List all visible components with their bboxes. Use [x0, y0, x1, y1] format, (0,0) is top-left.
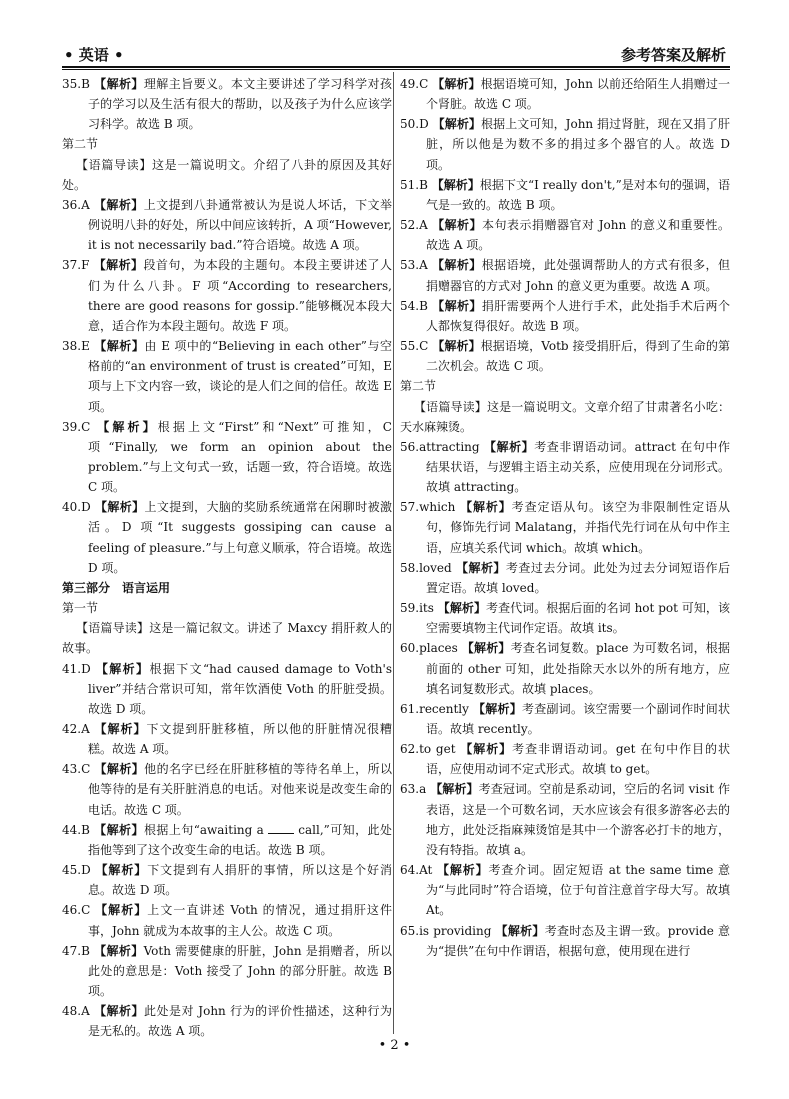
answer-item: [400, 296, 730, 336]
answer-item: [400, 175, 730, 215]
answer-item: [62, 417, 392, 498]
answer-number: 60.places: [400, 641, 458, 656]
answer-number: 41.D: [62, 661, 91, 676]
answer-item: [400, 558, 730, 598]
analysis-tag: 【解析】: [93, 258, 144, 273]
answer-text: 考查非谓语动词。attract 在句中作结果状语，与逻辑主语主动关系，应使用现在分词形式。故填 attracting。: [426, 439, 730, 495]
analysis-tag: 【解析】: [97, 419, 158, 434]
answer-number: 36.A: [62, 197, 90, 212]
section-heading: 第一节: [62, 601, 99, 616]
answer-text: 根据上文可知，John 捐过肾脏，现在又捐了肝脏，所以他是为数不多的捐过多个器官的人。故选 D 项。: [426, 117, 730, 172]
answer-item: [400, 860, 730, 920]
analysis-tag: 【解析】: [94, 500, 145, 515]
analysis-tag: 【解析】: [495, 923, 545, 938]
left-column: [62, 74, 392, 1042]
answer-number: 58.loved: [400, 560, 452, 575]
answer-number: 37.F: [62, 258, 90, 273]
answer-number: 59.its: [400, 601, 434, 616]
answer-number: 53.A: [400, 258, 428, 273]
analysis-tag: 【解析】: [432, 258, 482, 273]
answer-text: 上文一直讲述 Voth 的情况，通过捐肝这件事，John 就成为本故事的主人公。故选 C 项。: [88, 903, 392, 938]
answer-number: 62.to get: [400, 742, 456, 757]
analysis-tag: 【解析】: [437, 863, 489, 878]
analysis-tag: 【解析】: [460, 500, 512, 515]
answer-item: [62, 497, 392, 578]
answer-item: [400, 114, 730, 174]
answer-number: 57.which: [400, 500, 456, 515]
answer-number: 50.D: [400, 117, 429, 132]
analysis-tag: 【解析】: [95, 661, 150, 676]
answer-item: [400, 779, 730, 860]
answer-number: 40.D: [62, 500, 91, 515]
answer-number: 51.B: [400, 177, 428, 192]
header-rule-thin: [62, 69, 730, 70]
answer-number: 65.is providing: [400, 923, 492, 938]
answer-item: [62, 255, 392, 336]
answer-number: 54.B: [400, 298, 428, 313]
answer-text: 考查名词复数。place 为可数名词，根据前面的 other 可知，此处指除天水以外的所有地方，应填名词复数形式。故填 places。: [426, 641, 730, 696]
page-number: • 2 •: [378, 1038, 411, 1053]
passage-guide: 【语篇导读】这是一篇说明文。文章介绍了甘肃著名小吃：天水麻辣烫。: [400, 399, 730, 434]
section-heading: 第二节: [62, 137, 99, 152]
answer-text: 考查时态及主谓一致。provide 意为“提供”在句中作谓语，根据句意，使用现在进行: [426, 923, 730, 958]
passage-guide: 【语篇导读】这是一篇记叙文。讲述了 Maxcy 捐肝救人的故事。: [62, 621, 392, 656]
analysis-tag: 【解析】: [432, 218, 483, 233]
analysis-tag: 【解析】: [94, 943, 144, 958]
answer-text: 根据下文“had caused damage to Voth's liver”并结合常识可知，常年饮酒使 Voth 的肝脏受损。故选 D 项。: [88, 661, 392, 716]
answer-item: [400, 739, 730, 779]
analysis-tag: 【解析】: [432, 298, 482, 313]
answer-text: Voth 需要健康的肝脏，John 是捐赠者，所以此处的意思是：Voth 接受了 John 的部分肝脏。故选 B 项。: [88, 943, 392, 999]
answer-text: 考查冠词。空前是系动词，空后的名词 visit 作表语，这是一个可数名词，天水应该会有很多游客必去的地方，此处泛指麻辣烫馆是其中一个游客必打卡的地方，没有特指。故填 a。: [426, 782, 730, 857]
section-title: 参考答案及解析: [620, 46, 726, 64]
analysis-tag: 【解析】: [430, 782, 479, 797]
answer-number: 47.B: [62, 943, 90, 958]
answer-number: 61.recently: [400, 701, 469, 716]
analysis-tag: 【解析】: [94, 339, 145, 354]
analysis-tag: 【解析】: [95, 863, 148, 878]
answer-text: 根据下文“I really don't,”是对本句的强调，语气是一致的。故选 B 项。: [426, 177, 730, 212]
answer-text: 他的名字已经在肝脏移植的等待名单上，所以他等待的是有关肝脏消息的电话。对他来说是改变生命的电话。故选 C 项。: [88, 762, 392, 817]
answer-text: 考查定语从句。该空为非限制性定语从句，修饰先行词 Malatang，并指代先行词在从句中作主语，应填关系代词 which。故填 which。: [426, 500, 730, 555]
answer-number: 45.D: [62, 863, 91, 878]
analysis-tag: 【解析】: [432, 339, 481, 354]
fill-blank: [268, 821, 294, 834]
answer-number: 35.B: [62, 77, 90, 91]
answer-item: [400, 699, 730, 739]
analysis-tag: 【解析】: [460, 742, 513, 757]
answer-item: [62, 820, 392, 860]
answer-item: [62, 941, 392, 1001]
header-rule: [62, 66, 730, 68]
answer-number: 64.At: [400, 863, 433, 878]
analysis-tag: 【解析】: [473, 701, 522, 716]
answer-text: 根据语境，Votb 接受捐肝后，得到了生命的第二次机会。故选 C 项。: [426, 339, 730, 374]
analysis-tag: 【解析】: [432, 77, 481, 91]
answer-text: 本句表示捐赠器官对 John 的意义和重要性。故选 A 项。: [426, 218, 730, 253]
answer-text: call,”可知，此处指他等到了这个改变生命的电话。故选 B 项。: [88, 822, 392, 857]
answer-text: 考查介词。固定短语 at the same time 意为“与此同时”符合语境，位于句首注意首字母大写。故填 At。: [426, 863, 730, 918]
answer-item: [62, 336, 392, 417]
part-heading: 第三部分 语言运用: [62, 580, 171, 595]
analysis-tag: 【解析】: [483, 439, 535, 454]
analysis-tag: 【解析】: [94, 822, 144, 837]
answer-text: 根据上文“First”和“Next”可推知，C 项“Finally, we form an opinion about the problem.”与上文句式一致，话题一致，符合语境。故选 C 项。: [88, 419, 392, 495]
page-header: [62, 42, 730, 64]
answer-text: 上文提到，大脑的奖励系统通常在闲聊时被激活。D 项“It suggests gossiping can cause a feeling of pleasure.”与上句意义顺承，符合语境。故选 D 项。: [88, 500, 392, 575]
answer-item: [400, 921, 730, 961]
answer-item: [400, 74, 730, 114]
analysis-tag: 【解析】: [94, 762, 145, 777]
answer-item: [62, 74, 392, 134]
answer-text: 考查过去分词。此处为过去分词短语作后置定语。故填 loved。: [426, 560, 730, 595]
answer-item: [400, 598, 730, 638]
answer-number: 46.C: [62, 903, 91, 918]
answer-number: 48.A: [62, 1004, 90, 1019]
answer-text: 段首句，为本段的主题句。本段主要讲述了人们为什么八卦。F 项“According to researchers, there are good reasons for gossip.”能够概况本段大意，适合作为本段主题句。故选 F 项。: [88, 258, 392, 333]
answer-text: 根据语境，此处强调帮助人的方式有很多，但捐赠器官的方式对 John 的意义更为重要。故选 A 项。: [426, 258, 730, 293]
answer-item: [400, 336, 730, 376]
answer-item: [62, 195, 392, 255]
analysis-tag: 【解析】: [94, 722, 147, 736]
analysis-tag: 【解析】: [94, 1004, 145, 1019]
answer-text: 理解主旨要义。本文主要讲述了学习科学对孩子的学习以及生活有很大的帮助，以及孩子为什么应该学习科学。故选 B 项。: [88, 77, 392, 132]
analysis-tag: 【解析】: [437, 601, 487, 616]
analysis-tag: 【解析】: [94, 197, 144, 212]
answer-number: 42.A: [62, 722, 90, 736]
answer-text: 考查代词。根据后面的名词 hot pot 可知，该空需要填物主代词作定语。故填 its。: [426, 601, 730, 636]
answer-item: [62, 860, 392, 900]
answer-number: 52.A: [400, 218, 428, 233]
analysis-tag: 【解析】: [95, 903, 148, 918]
column-divider: [393, 72, 394, 1034]
answer-item: [400, 638, 730, 698]
analysis-tag: 【解析】: [461, 641, 511, 656]
answer-text: 根据语境可知，John 以前还给陌生人捐赠过一个肾脏。故选 C 项。: [426, 77, 730, 112]
answer-text: 下文提到肝脏移植，所以他的肝脏情况很糟糕。故选 A 项。: [88, 722, 392, 757]
answer-number: 56.attracting: [400, 439, 480, 454]
answer-number: 49.C: [400, 77, 429, 91]
answer-item: [62, 1001, 392, 1041]
answer-item: [62, 719, 392, 759]
answer-number: 63.a: [400, 782, 427, 797]
answer-text: 由 E 项中的“Believing in each other”与空格前的“an environment of trust is created”可知，E 项与上下文内容一致，谈论的是人们之间的信任。故选 E 项。: [88, 339, 392, 414]
answer-number: 38.E: [62, 339, 90, 354]
answer-item: [400, 437, 730, 497]
answer-text: 根据上句“awaiting a: [143, 822, 264, 837]
answer-number: 39.C: [62, 419, 91, 434]
answer-text: 下文提到有人捐肝的事情，所以这是个好消息。故选 D 项。: [88, 863, 392, 898]
analysis-tag: 【解析】: [431, 177, 480, 192]
answer-text: 考查非谓语动词。get 在句中作目的状语，应使用动词不定式形式。故填 to get。: [426, 742, 730, 777]
analysis-tag: 【解析】: [456, 560, 506, 575]
subject-label: • 英语 •: [64, 46, 124, 64]
answer-text: 考查副词。该空需要一个副词作时间状语。故填 recently。: [426, 701, 730, 736]
answer-item: [62, 659, 392, 719]
answer-text: 捐肝需要两个人进行手术，此处指手术后两个人都恢复得很好。故选 B 项。: [426, 298, 730, 333]
answer-item: [400, 215, 730, 255]
answer-number: 43.C: [62, 762, 91, 777]
answer-text: 上文提到八卦通常被认为是说人坏话，下文举例说明八卦的好处，所以中间应该转折，A 项“However, it is not necessarily bad.”符合语境。故选 A 项。: [88, 197, 392, 253]
analysis-tag: 【解析】: [432, 117, 482, 132]
answer-number: 55.C: [400, 339, 429, 354]
analysis-tag: 【解析】: [94, 77, 144, 91]
answer-item: [400, 497, 730, 557]
answer-item: [400, 255, 730, 295]
right-column: [400, 74, 730, 961]
passage-guide: 【语篇导读】这是一篇说明文。介绍了八卦的原因及其好处。: [62, 157, 392, 192]
answer-text: 此处是对 John 行为的评价性描述，这种行为是无私的。故选 A 项。: [88, 1004, 392, 1039]
answer-number: 44.B: [62, 822, 90, 837]
section-heading: 第二节: [400, 379, 437, 394]
answer-item: [62, 759, 392, 819]
answer-item: [62, 900, 392, 940]
